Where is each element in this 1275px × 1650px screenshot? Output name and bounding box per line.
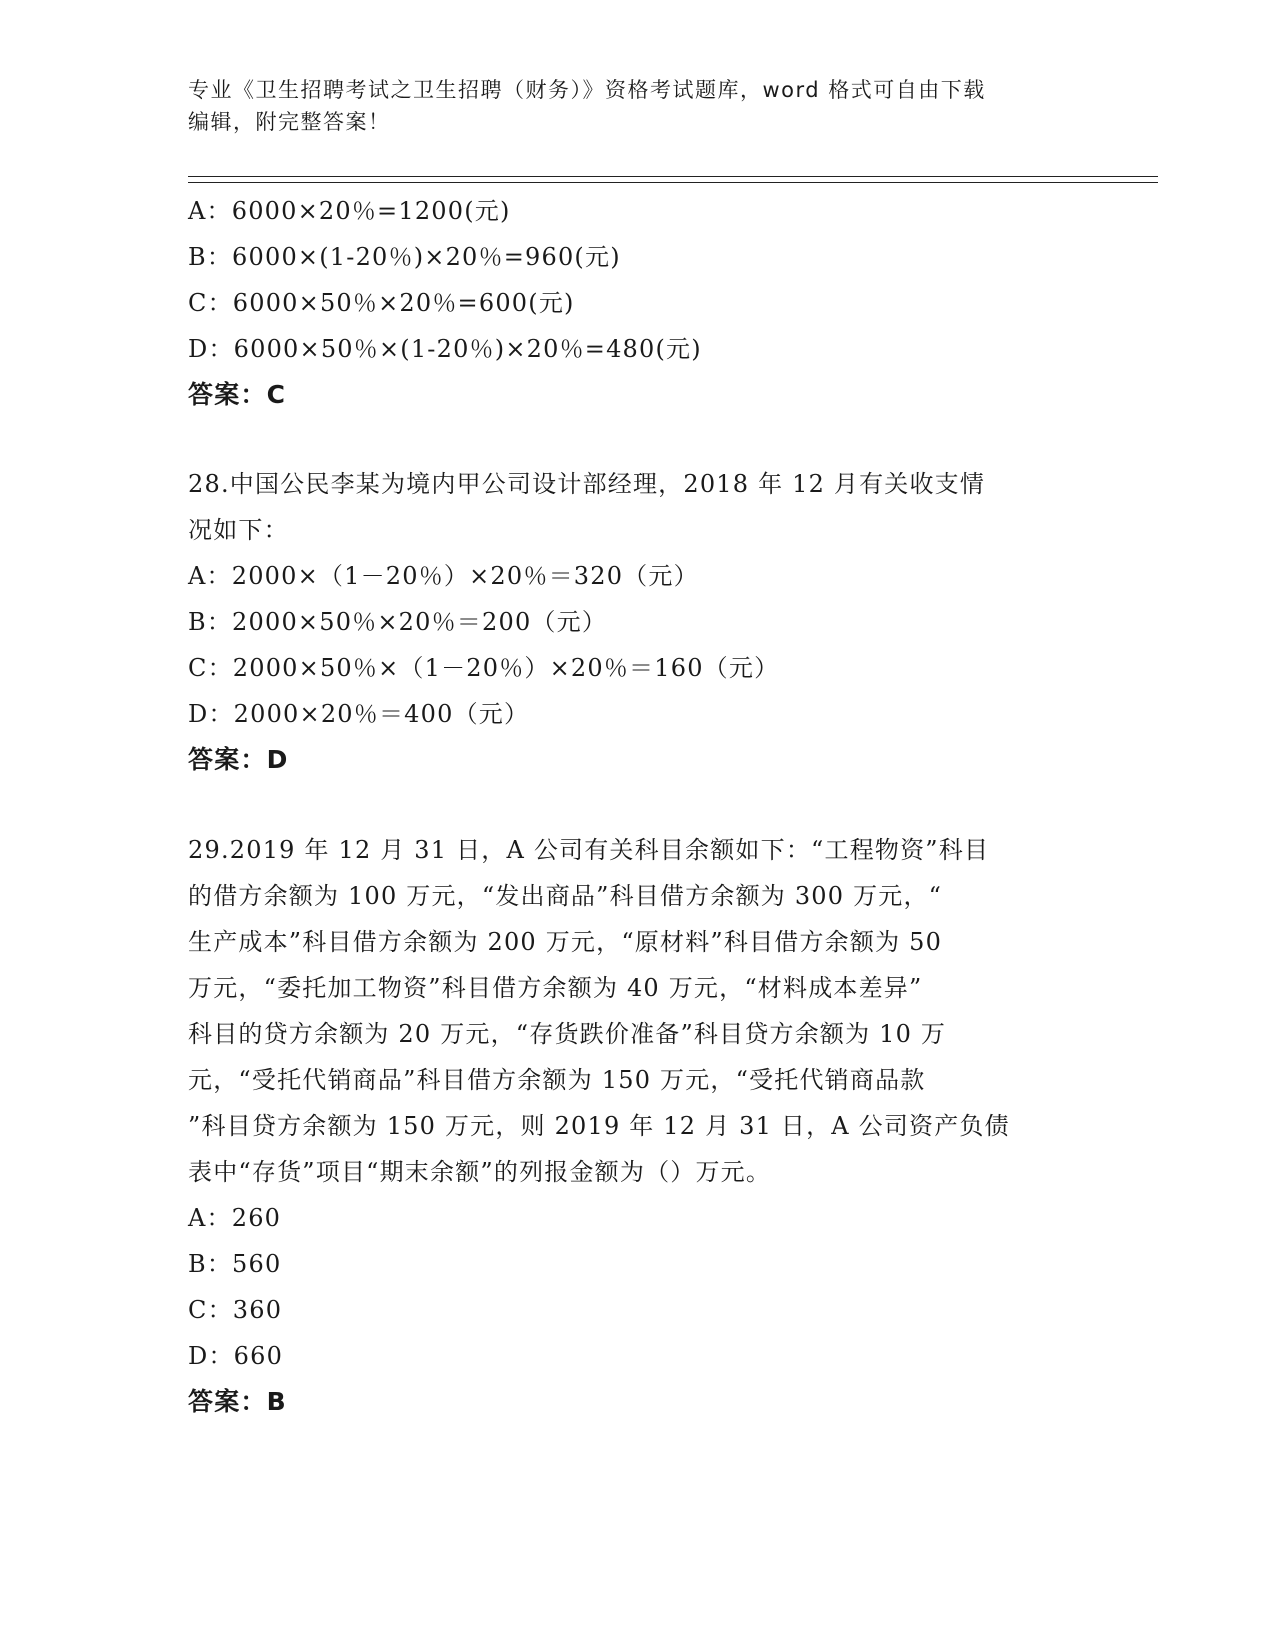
q27-option-a: A：6000×20％=1200(元) [188, 197, 511, 225]
q29-option-a: A：260 [188, 1204, 282, 1232]
q28-text-line-2: 况如下： [188, 516, 289, 544]
q29-text-line-4: 万元，“委托加工物资”科目借方余额为 40 万元，“材料成本差异” [188, 974, 923, 1002]
q29-option-b: B：560 [188, 1250, 282, 1278]
q29-text-line-7: ”科目贷方余额为 150 万元，则 2019 年 12 月 31 日，A 公司资产负债 [188, 1112, 1010, 1140]
q28-answer: 答案：D [188, 745, 289, 774]
q28-option-b: B：2000×50％×20％＝200（元） [188, 608, 608, 636]
q27-option-c: C：6000×50％×20％=600(元) [188, 289, 575, 317]
question-27-block [188, 188, 1088, 418]
q28-option-c: C：2000×50％×（1－20％）×20％＝160（元） [188, 654, 780, 682]
q29-text-line-8: 表中“存货”项目“期末余额”的列报金额为（）万元。 [188, 1158, 772, 1186]
q28-option-d: D：2000×20％＝400（元） [188, 700, 530, 728]
q28-text-line-1: 28.中国公民李某为境内甲公司设计部经理，2018 年 12 月有关收支情 [188, 470, 986, 498]
question-29-block [188, 827, 1088, 1425]
header-line-1: 专业《卫生招聘考试之卫生招聘（财务）》资格考试题库，word 格式可自由下载 [188, 78, 986, 102]
q29-text-line-1: 29.2019 年 12 月 31 日，A 公司有关科目余额如下：“工程物资”科目 [188, 836, 990, 864]
q27-option-b: B：6000×(1-20％)×20％=960(元) [188, 243, 621, 271]
q28-option-a: A：2000×（1－20％）×20％＝320（元） [188, 562, 699, 590]
q29-answer: 答案：B [188, 1387, 287, 1416]
q29-option-d: D：660 [188, 1342, 284, 1370]
header-line-2: 编辑，附完整答案！ [188, 110, 391, 134]
document-header [188, 74, 1068, 138]
question-28-block [188, 461, 1088, 783]
q27-answer: 答案：C [188, 380, 287, 409]
q27-option-d: D：6000×50％×(1-20％)×20％=480(元) [188, 335, 702, 363]
q29-text-line-2: 的借方余额为 100 万元，“发出商品”科目借方余额为 300 万元，“ [188, 882, 943, 910]
header-divider-bottom [188, 182, 1158, 183]
q29-option-c: C：360 [188, 1296, 283, 1324]
header-divider-top [188, 176, 1158, 177]
q29-text-line-6: 元，“受托代销商品”科目借方余额为 150 万元，“受托代销商品款 [188, 1066, 926, 1094]
q29-text-line-3: 生产成本”科目借方余额为 200 万元，“原材料”科目借方余额为 50 [188, 928, 943, 956]
q29-text-line-5: 科目的贷方余额为 20 万元，“存货跌价准备”科目贷方余额为 10 万 [188, 1020, 947, 1048]
